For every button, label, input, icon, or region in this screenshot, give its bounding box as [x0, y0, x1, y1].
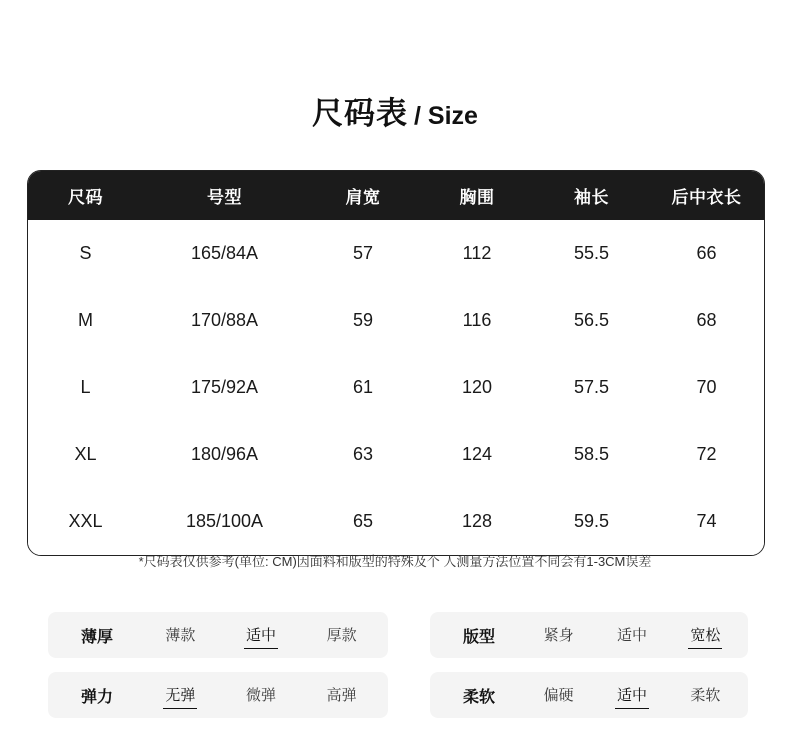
cell-model: 175/92A: [143, 354, 306, 421]
cell-size: S: [28, 220, 143, 287]
attribute-option[interactable]: 厚款: [326, 627, 357, 644]
attribute-label: 柔软: [462, 688, 495, 706]
attribute-options: [140, 682, 382, 709]
attribute-option[interactable]: 微弹: [245, 687, 276, 704]
measurement-note: *尺码表仅供参考(单位: CM)因面料和版型的特殊及个 人测量方法位置不同会有1-3CM误差: [138, 554, 652, 569]
table-row: [28, 220, 764, 287]
size-table-card: [27, 170, 765, 556]
page-title-en: / Size: [414, 102, 478, 130]
attribute-group-thickness: [48, 612, 388, 658]
column-header-size: 尺码: [68, 188, 103, 207]
cell-size: XL: [28, 421, 143, 488]
attribute-group-softness: [430, 672, 748, 718]
column-header-shoulder: 肩宽: [345, 188, 381, 207]
column-header-sleeve: 袖长: [574, 188, 609, 207]
attribute-option-selected[interactable]: 宽松: [688, 622, 722, 649]
table-row: [28, 421, 764, 488]
attribute-option[interactable]: 柔软: [690, 687, 721, 704]
size-table-header: [28, 171, 764, 220]
column-header-length: 后中衣长: [671, 188, 742, 207]
cell-chest: 128: [420, 488, 534, 555]
page-title: [0, 0, 790, 133]
cell-shoulder: 57: [306, 220, 420, 287]
attribute-group-fit: [430, 612, 748, 658]
cell-size: L: [28, 354, 143, 421]
cell-length: 70: [649, 354, 764, 421]
attribute-group-elasticity: [48, 672, 388, 718]
attribute-option[interactable]: 紧身: [543, 627, 574, 644]
attribute-label: 版型: [462, 628, 495, 646]
cell-length: 74: [649, 488, 764, 555]
cell-shoulder: 65: [306, 488, 420, 555]
cell-chest: 124: [420, 421, 534, 488]
cell-length: 72: [649, 421, 764, 488]
table-row: [28, 488, 764, 555]
attribute-label: 弹力: [80, 688, 113, 706]
attribute-label: 薄厚: [80, 628, 113, 646]
cell-model: 170/88A: [143, 287, 306, 354]
column-header-chest: 胸围: [459, 188, 495, 207]
cell-sleeve: 59.5: [534, 488, 649, 555]
size-table: [28, 171, 764, 555]
table-header-row: [28, 171, 764, 220]
attribute-option[interactable]: 偏硬: [543, 687, 574, 704]
attribute-option[interactable]: 薄款: [165, 627, 196, 644]
attribute-option[interactable]: 高弹: [326, 687, 357, 704]
attribute-option-selected[interactable]: 适中: [244, 622, 278, 649]
cell-shoulder: 63: [306, 421, 420, 488]
table-row: [28, 287, 764, 354]
table-row: [28, 354, 764, 421]
attribute-option-selected[interactable]: 无弹: [163, 682, 197, 709]
attribute-option-selected[interactable]: 适中: [615, 682, 649, 709]
cell-chest: 120: [420, 354, 534, 421]
cell-chest: 116: [420, 287, 534, 354]
cell-model: 185/100A: [143, 488, 306, 555]
cell-shoulder: 61: [306, 354, 420, 421]
cell-model: 165/84A: [143, 220, 306, 287]
attribute-row: [48, 672, 748, 718]
cell-size: M: [28, 287, 143, 354]
cell-size: XXL: [28, 488, 143, 555]
attribute-options: [140, 622, 382, 649]
column-header-model: 号型: [207, 188, 242, 207]
attribute-row: [48, 612, 748, 658]
page-title-cn: 尺码表: [312, 96, 409, 131]
size-table-body: [28, 220, 764, 555]
attribute-options: [522, 622, 742, 649]
cell-sleeve: 58.5: [534, 421, 649, 488]
attribute-option[interactable]: 适中: [616, 627, 647, 644]
cell-chest: 112: [420, 220, 534, 287]
cell-length: 68: [649, 287, 764, 354]
cell-sleeve: 55.5: [534, 220, 649, 287]
cell-shoulder: 59: [306, 287, 420, 354]
cell-length: 66: [649, 220, 764, 287]
cell-sleeve: 57.5: [534, 354, 649, 421]
attribute-section: [48, 612, 748, 732]
cell-sleeve: 56.5: [534, 287, 649, 354]
cell-model: 180/96A: [143, 421, 306, 488]
attribute-options: [522, 682, 742, 709]
